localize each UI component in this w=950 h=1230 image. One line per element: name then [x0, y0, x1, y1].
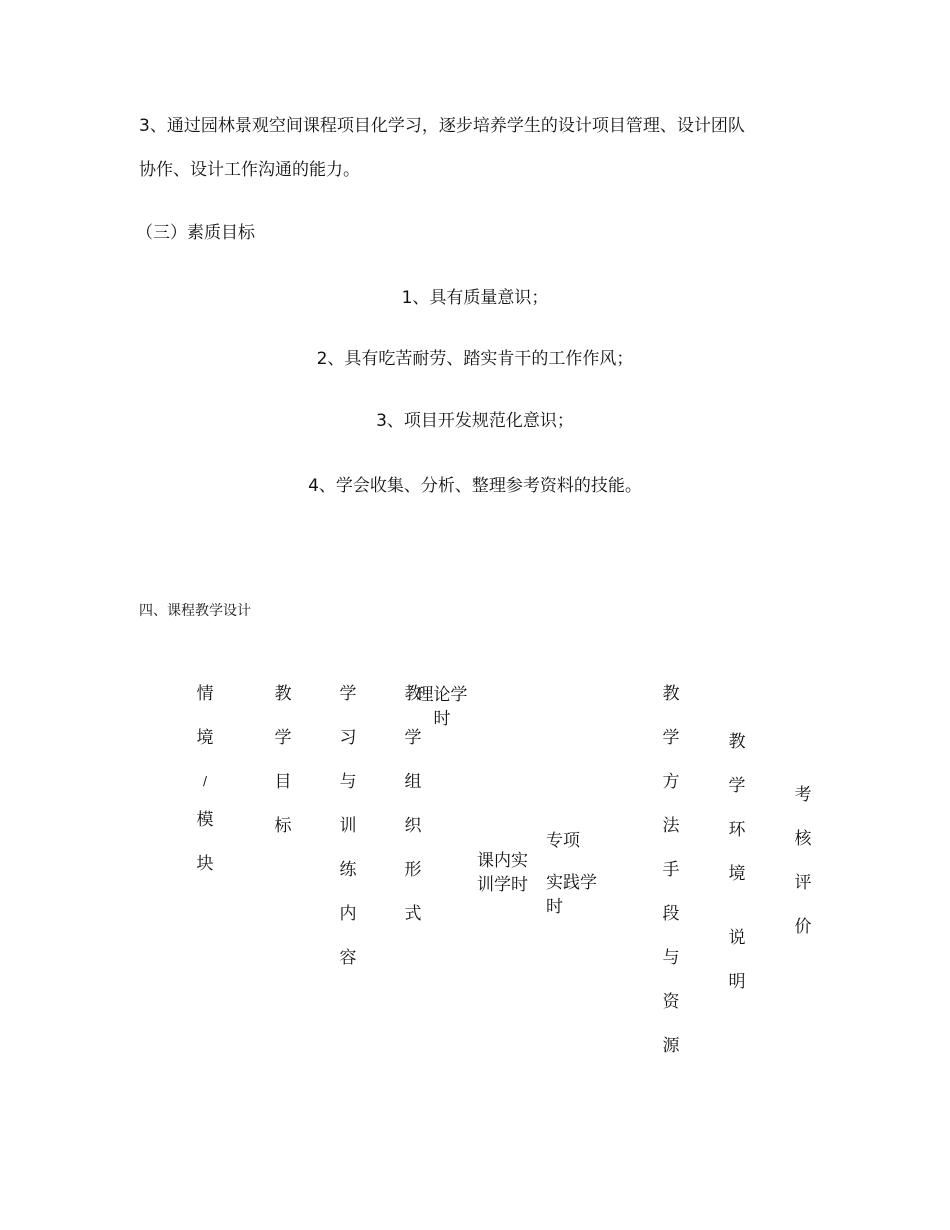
header-char: 价 [794, 917, 812, 937]
header-char: 习 [339, 728, 357, 748]
header-char: 段 [662, 904, 680, 924]
header-char: 内 [339, 904, 357, 924]
header-char: 说 [728, 928, 746, 948]
section-4-title: 四、课程教学设计 [139, 603, 251, 619]
header-char: 训 [339, 816, 357, 836]
header-line: 专项 [546, 831, 580, 851]
paragraph-3-line-2: 协作、设计工作沟通的能力。 [139, 160, 360, 180]
quality-item-3: 3、项目开发规范化意识； [376, 411, 574, 431]
quality-item-1: 1、具有质量意识； [401, 288, 549, 308]
header-char: 学 [662, 728, 680, 748]
header-char: 源 [662, 1036, 680, 1056]
header-char: 境 [196, 728, 214, 748]
header-char: 环 [728, 820, 746, 840]
header-char: 法 [662, 816, 680, 836]
header-char: 标 [274, 816, 292, 836]
header-char: 组 [404, 772, 422, 792]
paragraph-3-line-1: 3、通过园林景观空间课程项目化学习，逐步培养学生的设计项目管理、设计团队 [139, 116, 745, 136]
header-char: 教 [728, 732, 746, 752]
header-char: 境 [728, 864, 746, 884]
header-char: 块 [196, 854, 214, 874]
header-char: 目 [274, 772, 292, 792]
header-char: 学 [404, 728, 422, 748]
header-line: 实践学时 [546, 873, 597, 917]
header-char: 明 [728, 972, 746, 992]
header-char: 核 [794, 829, 812, 849]
header-char: 学 [339, 684, 357, 704]
header-char: 练 [339, 860, 357, 880]
header-char: 情 [196, 684, 214, 704]
header-char: 学 [728, 776, 746, 796]
header-char: / [202, 774, 208, 788]
header-char: 考 [794, 785, 812, 805]
section-heading-quality-goals: （三）素质目标 [136, 223, 255, 243]
header-char: 方 [662, 772, 680, 792]
header-char: 资 [662, 992, 680, 1012]
header-char: 教 [404, 684, 422, 704]
header-char: 教 [662, 684, 680, 704]
header-char: 容 [339, 948, 357, 968]
header-char: 织 [404, 816, 422, 836]
header-char: 形 [404, 860, 422, 880]
header-char: 模 [196, 810, 214, 830]
header-in-class-training-hours: 课内实训学时 [477, 851, 528, 895]
header-char: 学 [274, 728, 292, 748]
header-char: 教 [274, 684, 292, 704]
header-char: 式 [404, 904, 422, 924]
header-char: 评 [794, 873, 812, 893]
header-char: 与 [662, 948, 680, 968]
header-char: 与 [339, 772, 357, 792]
header-char: 手 [662, 860, 680, 880]
quality-item-4: 4、学会收集、分析、整理参考资料的技能。 [308, 476, 642, 496]
header-theory-hours: 理论学时 [416, 685, 468, 729]
quality-item-2: 2、具有吃苦耐劳、踏实肯干的工作作风； [316, 349, 634, 369]
